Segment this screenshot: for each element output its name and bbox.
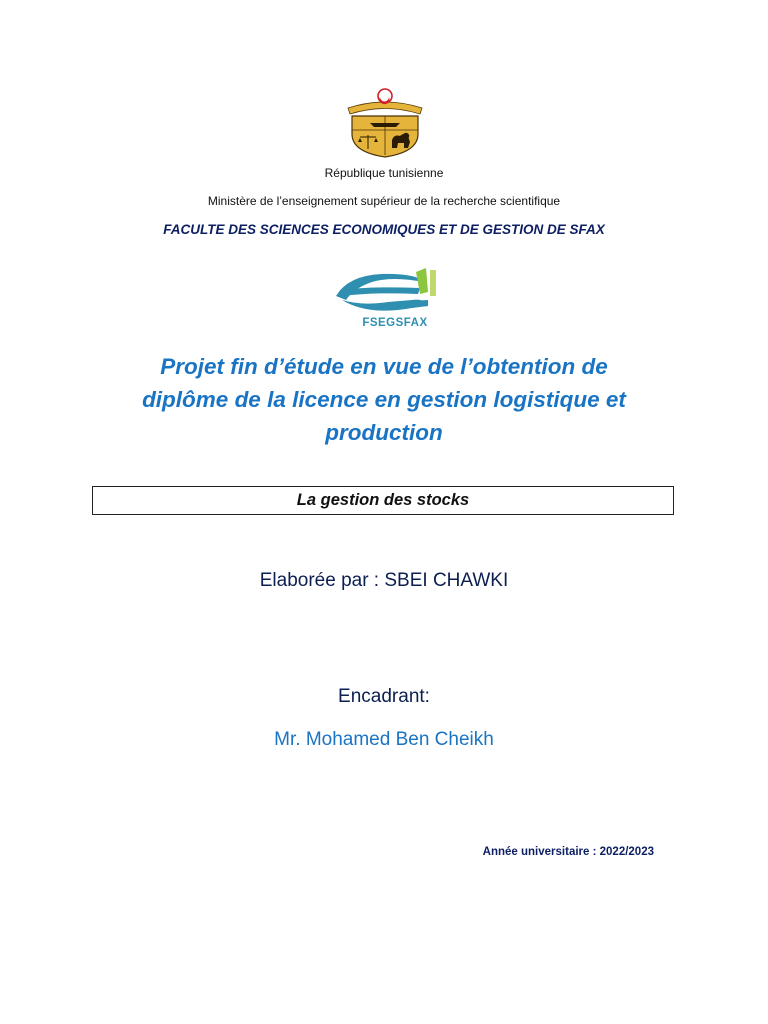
- tunisia-coat-of-arms-icon: [342, 86, 428, 158]
- academic-year: Année universitaire : 2022/2023: [482, 846, 654, 858]
- subject-title: La gestion des stocks: [296, 491, 470, 509]
- faculty-name: FACULTE DES SCIENCES ECONOMIQUES ET DE GESTION DE SFAX: [163, 222, 605, 237]
- fseg-sfax-logo: [332, 266, 458, 328]
- subject-box: [92, 486, 674, 515]
- ministry-name: Ministère de l’enseignement supérieur de la recherche scientifique: [207, 194, 561, 208]
- country-name: République tunisienne: [324, 166, 444, 180]
- author-line: Elaborée par : SBEI CHAWKI: [259, 570, 509, 591]
- svg-text:FSEGSFAX: FSEGSFAX: [362, 317, 428, 328]
- supervisor-label: Encadrant:: [338, 686, 430, 707]
- supervisor-name: Mr. Mohamed Ben Cheikh: [274, 729, 494, 750]
- title-line: diplôme de la licence en gestion logistique et: [142, 387, 626, 412]
- title-line: production: [325, 420, 443, 445]
- title-line: Projet fin d’étude en vue de l’obtention de: [160, 354, 608, 379]
- project-title: [100, 350, 668, 449]
